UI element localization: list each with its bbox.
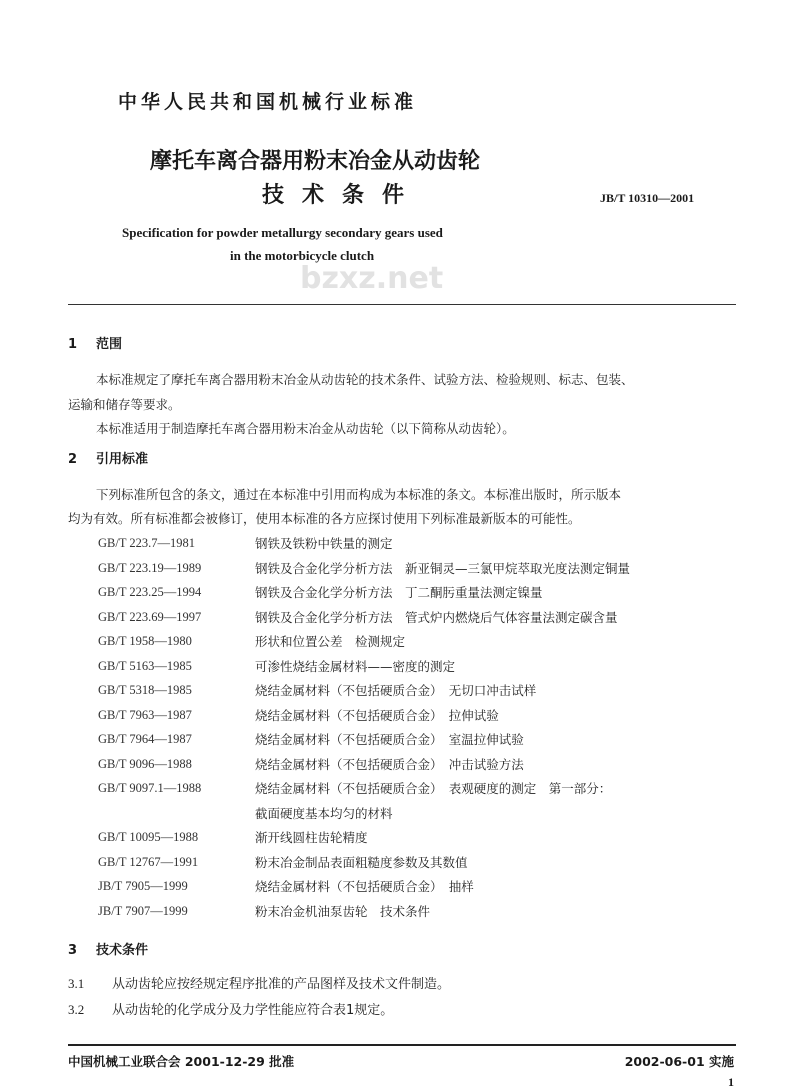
- reference-title: 烧结金属材料（不包括硬质合金） 室温拉伸试验: [255, 732, 524, 747]
- section-number: 1: [68, 337, 78, 352]
- scope-paragraph-2: 本标准适用于制造摩托车离合器用粉末冶金从动齿轮（以下简称从动齿轮）。: [96, 421, 515, 436]
- english-title-line2: in the motorbicycle clutch: [230, 248, 375, 263]
- reference-code: GB/T 5318—1985: [98, 683, 192, 697]
- reference-code: JB/T 7907—1999: [98, 903, 188, 918]
- footer-divider: [68, 1044, 736, 1046]
- standard-org: 中华人民共和国机械行业标准: [118, 91, 418, 113]
- section-number: 3: [68, 943, 78, 958]
- reference-title: 可渗性烧结金属材料——密度的测定: [255, 658, 456, 674]
- reference-title: 烧结金属材料（不包括硬质合金） 拉伸试验: [255, 707, 499, 723]
- reference-code: GB/T 223.69—1997: [98, 609, 202, 624]
- section-title: 技术条件: [96, 943, 149, 958]
- reference-code: GB/T 9096—1988: [98, 756, 192, 771]
- reference-title: 粉末冶金机油泵齿轮 技术条件: [255, 903, 431, 919]
- clause-3-1: [68, 975, 450, 993]
- approval-info: 中国机械工业联合会 2001-12-29 批准: [68, 1054, 295, 1069]
- clause-text: 从动齿轮的化学成分及力学性能应符合表1规定。: [112, 1003, 394, 1018]
- reference-code: GB/T 7964—1987: [98, 732, 192, 746]
- reference-code: GB/T 5163—1985: [98, 658, 192, 673]
- doc-title-line2: 技术条件: [262, 183, 423, 208]
- clause-number: 3.1: [68, 976, 85, 991]
- section-heading-references: [68, 451, 148, 468]
- reference-code: GB/T 223.25—1994: [98, 585, 202, 599]
- clause-3-2: [68, 1001, 393, 1019]
- reference-title: 钢铁及铁粉中铁量的测定: [255, 536, 393, 551]
- references-intro-1: 下列标准所包含的条文，通过在本标准中引用而构成为本标准的条文。本标准出版时，所示版本: [96, 487, 622, 502]
- section-heading-scope: [68, 336, 122, 353]
- reference-code: GB/T 223.19—1989: [98, 560, 202, 575]
- clause-text: 从动齿轮应按经规定程序批准的产品图样及技术文件制造。: [112, 977, 451, 992]
- reference-title: 粉末冶金制品表面粗糙度参数及其数值: [255, 854, 468, 870]
- reference-title: 钢铁及合金化学分析方法 新亚铜灵—三氯甲烷萃取光度法测定铜量: [255, 560, 631, 576]
- reference-code: GB/T 7963—1987: [98, 707, 192, 722]
- reference-code: GB/T 10095—1988: [98, 830, 199, 844]
- reference-code: GB/T 12767—1991: [98, 854, 199, 869]
- section-number: 2: [68, 452, 78, 467]
- reference-title: 烧结金属材料（不包括硬质合金） 表观硬度的测定 第一部分：: [255, 781, 612, 796]
- reference-code: JB/T 7905—1999: [98, 879, 188, 893]
- english-title-line1: Specification for powder metallurgy secondary gears used: [122, 225, 443, 240]
- reference-title: 钢铁及合金化学分析方法 丁二酮肟重量法测定镍量: [255, 585, 543, 600]
- reference-title: 烧结金属材料（不包括硬质合金） 无切口冲击试样: [255, 683, 537, 698]
- reference-title-continued: 截面硬度基本均匀的材料: [255, 805, 393, 821]
- reference-title: 形状和位置公差 检测规定: [255, 634, 406, 649]
- clause-number: 3.2: [68, 1002, 85, 1017]
- reference-title: 钢铁及合金化学分析方法 管式炉内燃烧后气体容量法测定碳含量: [255, 609, 618, 625]
- reference-code: GB/T 223.7—1981: [98, 536, 195, 550]
- reference-title: 烧结金属材料（不包括硬质合金） 冲击试验方法: [255, 756, 524, 772]
- section-title: 范围: [96, 337, 123, 352]
- watermark: bzxz.net: [300, 261, 444, 296]
- references-intro-2: 均为有效。所有标准都会被修订，使用本标准的各方应探讨使用下列标准最新版本的可能性。: [68, 511, 581, 526]
- standard-number: JB/T 10310—2001: [600, 191, 695, 205]
- page-number: 1: [728, 1075, 734, 1089]
- section-title: 引用标准: [96, 452, 149, 467]
- reference-title: 渐开线圆柱齿轮精度: [255, 830, 368, 845]
- header-divider: [68, 304, 736, 305]
- section-heading-technical: [68, 942, 148, 959]
- scope-paragraph-1a: 本标准规定了摩托车离合器用粉末冶金从动齿轮的技术条件、试验方法、检验规则、标志、包装、: [96, 372, 634, 387]
- reference-code: GB/T 9097.1—1988: [98, 781, 202, 795]
- reference-code: GB/T 1958—1980: [98, 634, 192, 648]
- implementation-info: 2002-06-01 实施: [624, 1054, 734, 1069]
- reference-title: 烧结金属材料（不包括硬质合金） 抽样: [255, 879, 474, 894]
- doc-title-line1: 摩托车离合器用粉末冶金从动齿轮: [150, 149, 481, 174]
- scope-paragraph-1b: 运输和储存等要求。: [68, 397, 181, 412]
